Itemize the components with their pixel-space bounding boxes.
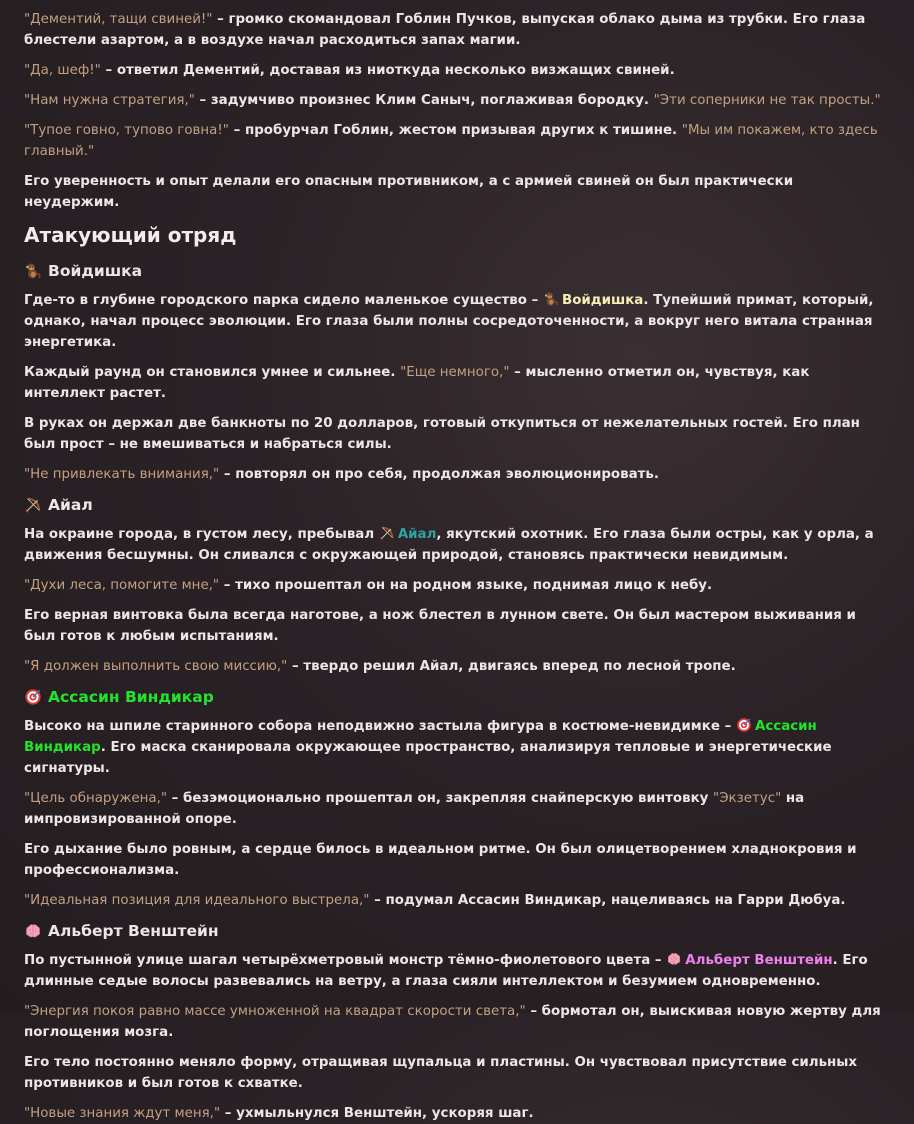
- narration: – громко скомандовал Гоблин Пучков, выпуская облако дыма из трубки. Его глаза блестели азартом, а в воздухе начал расходиться запах магии.: [24, 12, 866, 48]
- character-name-albert: Альберт Венштейн: [685, 953, 833, 968]
- quote: "Еще немного,": [400, 365, 510, 380]
- albert-paragraph-1: [24, 950, 890, 992]
- quote: "Нам нужна стратегия,": [24, 93, 195, 108]
- narration: . Тупейший примат, который, однако, начал процесс эволюции. Его глаза были полны сосредоточенности, а вокруг него витала странная энергетика.: [24, 293, 874, 350]
- albert-paragraph-3: [24, 1052, 890, 1094]
- intro-paragraph-1: [24, 9, 890, 51]
- quote: "Новые знания ждут меня,": [24, 1106, 221, 1121]
- quote: "Эти соперники не так просты.": [653, 93, 881, 108]
- character-name-assassin: Ассасин Виндикар: [24, 719, 817, 755]
- voidishka-paragraph-1: [24, 290, 890, 353]
- intro-paragraph-5: [24, 171, 890, 213]
- assassin-paragraph-2: [24, 788, 890, 830]
- narration: На окраине города, в густом лесу, пребывал: [24, 527, 379, 542]
- heading-assassin-label: Ассасин Виндикар: [48, 688, 214, 706]
- narration: Его дыхание было ровным, а сердце билось в идеальном ритме. Он был олицетворением хладнокровия и профессионализма.: [24, 842, 857, 878]
- bow-and-arrow-icon: [379, 525, 395, 541]
- heading-ayal-label: Айал: [48, 496, 93, 514]
- intro-paragraph-3: [24, 90, 890, 111]
- narration: – тихо прошептал он на родном языке, поднимая лицо к небу.: [219, 578, 713, 593]
- quote: "Экзетус": [713, 791, 782, 806]
- brain-icon: [24, 922, 42, 940]
- ayal-paragraph-2: [24, 575, 890, 596]
- intro-paragraph-2: [24, 60, 890, 81]
- narration: Его уверенность и опыт делали его опасным противником, а с армией свиней он был практически неудержим.: [24, 174, 794, 210]
- voidishka-paragraph-4: [24, 464, 890, 485]
- assassin-paragraph-1: [24, 716, 890, 779]
- monkey-icon: [543, 291, 559, 307]
- narration: . Его маска сканировала окружающее пространство, анализируя тепловые и энергетические сигнатуры.: [24, 740, 832, 776]
- narration: – ответил Дементий, доставая из ниоткуда несколько визжащих свиней.: [100, 63, 675, 78]
- heading-ayal: [24, 494, 890, 516]
- character-name-ayal: Айал: [397, 527, 437, 542]
- narration: на импровизированной опоре.: [24, 791, 805, 827]
- section-title: Атакующий отряд: [24, 223, 237, 247]
- quote: "Да, шеф!": [24, 63, 101, 78]
- narration: – пробурчал Гоблин, жестом призывая других к тишине.: [228, 123, 682, 138]
- narration: В руках он держал две банкноты по 20 долларов, готовый откупиться от нежелательных гостей. Его план был прост – не вмешиваться и набраться силы.: [24, 416, 860, 452]
- quote: "Энергия покоя равно массе умноженной на квадрат скорости света,": [24, 1004, 526, 1019]
- albert-paragraph-2: [24, 1001, 890, 1043]
- narration: – бормотал он, выискивая новую жертву для поглощения мозга.: [24, 1004, 881, 1040]
- heading-assassin: [24, 686, 890, 708]
- ayal-paragraph-1: [24, 524, 890, 566]
- narration: – мысленно отметил он, чувствуя, как интеллект растет.: [24, 365, 810, 401]
- brain-icon: [666, 951, 682, 967]
- bow-and-arrow-icon: [24, 496, 42, 514]
- monkey-icon: [24, 262, 42, 280]
- narration: Его верная винтовка была всегда наготове, а нож блестел в лунном свете. Он был мастером выживания и был готов к любым испытаниям.: [24, 608, 856, 644]
- quote: "Не привлекать внимания,": [24, 467, 220, 482]
- quote: "Тупое говно, тупово говна!": [24, 123, 229, 138]
- albert-paragraph-4: [24, 1103, 890, 1124]
- quote: "Идеальная позиция для идеального выстрела,": [24, 893, 370, 908]
- quote: "Дементий, тащи свиней!": [24, 12, 213, 27]
- narration: – ухмыльнулся Венштейн, ускоряя шаг.: [220, 1106, 534, 1121]
- quote: "Мы им покажем, кто здесь главный.": [24, 123, 878, 159]
- narration: – задумчиво произнес Клим Саныч, поглаживая бородку.: [194, 93, 654, 108]
- heading-albert-label: Альберт Венштейн: [48, 922, 219, 940]
- voidishka-paragraph-2: [24, 362, 890, 404]
- heading-voidishka-label: Войдишка: [48, 262, 143, 280]
- ayal-paragraph-4: [24, 656, 890, 677]
- quote: "Я должен выполнить свою миссию,": [24, 659, 288, 674]
- target-icon: [24, 688, 42, 706]
- narration: Высоко на шпиле старинного собора неподвижно застыла фигура в костюме-невидимке –: [24, 719, 736, 734]
- heading-voidishka: [24, 260, 890, 282]
- narration: По пустынной улице шагал четырёхметровый монстр тёмно-фиолетового цвета –: [24, 953, 667, 968]
- character-name-voidishka: Войдишка: [562, 293, 644, 308]
- narration: Его тело постоянно меняло форму, отращивая щупальца и пластины. Он чувствовал присутствие сильных противников и был готов к схватке.: [24, 1055, 858, 1091]
- narration: – безэмоционально прошептал он, закрепляя снайперскую винтовку: [167, 791, 714, 806]
- assassin-paragraph-3: [24, 839, 890, 881]
- assassin-paragraph-4: [24, 890, 890, 911]
- quote: "Духи леса, помогите мне,": [24, 578, 220, 593]
- narration: Где-то в глубине городского парка сидело маленькое существо –: [24, 293, 543, 308]
- ayal-paragraph-3: [24, 605, 890, 647]
- narration: Каждый раунд он становился умнее и сильнее.: [24, 365, 401, 380]
- narration: , якутский охотник. Его глаза были остры, как у орла, а движения бесшумны. Он сливался с окружающей природой, становясь практически невидимым.: [24, 527, 874, 563]
- narration: – твердо решил Айал, двигаясь вперед по лесной тропе.: [287, 659, 736, 674]
- voidishka-paragraph-3: [24, 413, 890, 455]
- narration: . Его длинные седые волосы развевались на ветру, а глаза сияли интеллектом и безумием одновременно.: [24, 953, 868, 989]
- quote: "Цель обнаружена,": [24, 791, 168, 806]
- intro-paragraph-4: [24, 120, 890, 162]
- target-icon: [736, 717, 752, 733]
- heading-albert: [24, 920, 890, 942]
- narration: – подумал Ассасин Виндикар, нацеливаясь на Гарри Дюбуа.: [369, 893, 846, 908]
- narration: – повторял он про себя, продолжая эволюционировать.: [219, 467, 659, 482]
